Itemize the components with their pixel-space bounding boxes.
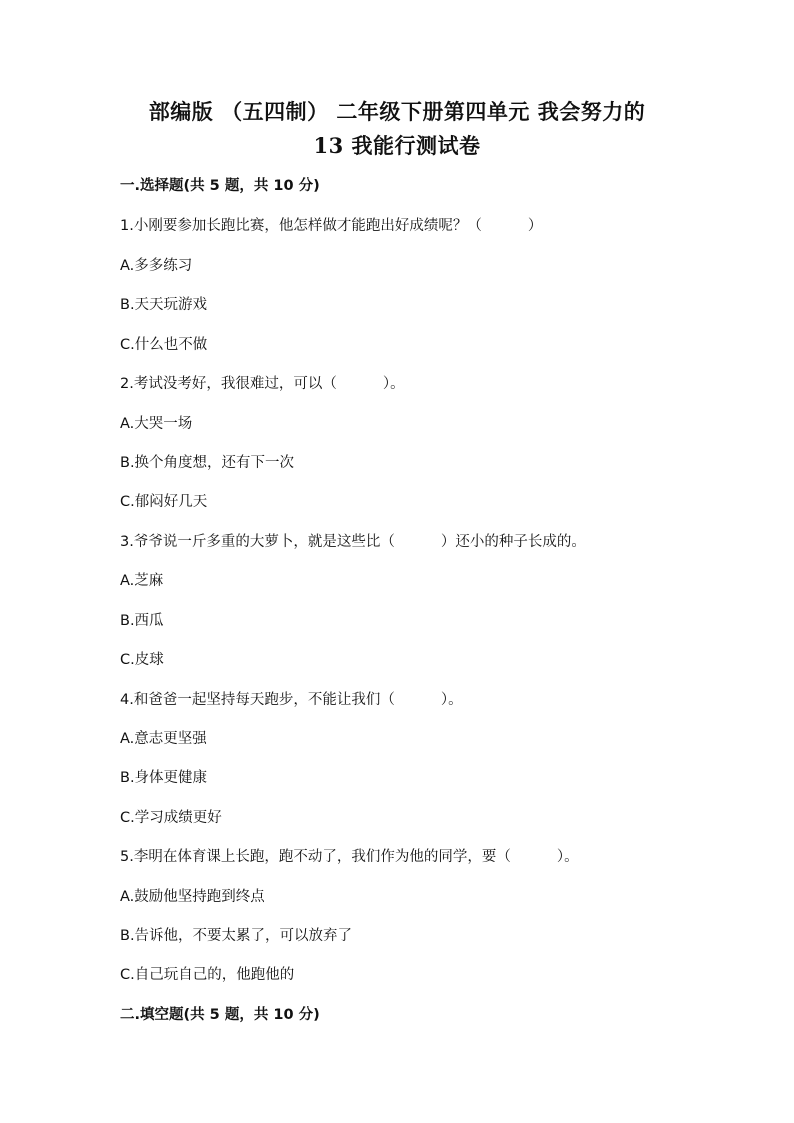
option-a: A.意志更坚强 [120, 731, 207, 747]
option-b: B.天天玩游戏 [120, 297, 208, 313]
option-c: C.皮球 [120, 652, 164, 668]
exam-title-line2: 13 我能行测试卷 [313, 133, 481, 158]
option-b: B.换个角度想，还有下一次 [120, 455, 295, 471]
option-c: C.自己玩自己的，他跑他的 [120, 967, 295, 983]
option-a: A.多多练习 [120, 258, 193, 274]
question-stem: 5.李明在体育课上长跑，跑不动了，我们作为他的同学，要（ ）。 [120, 849, 579, 865]
question-stem: 1.小刚要参加长跑比赛，他怎样做才能跑出好成绩呢？（ ） [120, 218, 543, 234]
option-b: B.告诉他，不要太累了，可以放弃了 [120, 928, 353, 944]
question-stem: 2.考试没考好，我很难过，可以（ ）。 [120, 376, 405, 392]
option-a: A.鼓励他坚持跑到终点 [120, 889, 265, 905]
option-a: A.大哭一场 [120, 416, 193, 432]
option-b: B.西瓜 [120, 613, 164, 629]
option-c: C.郁闷好几天 [120, 494, 208, 510]
option-c: C.什么也不做 [120, 337, 208, 353]
section-heading-choice: 一.选择题(共 5 题，共 10 分) [120, 178, 320, 194]
option-b: B.身体更健康 [120, 770, 208, 786]
exam-title-line1: 部编版 （五四制） 二年级下册第四单元 我会努力的 [148, 99, 646, 124]
section-heading-fill-blank: 二.填空题(共 5 题，共 10 分) [120, 1007, 320, 1023]
option-a: A.芝麻 [120, 573, 164, 589]
question-stem: 4.和爸爸一起坚持每天跑步，不能让我们（ ）。 [120, 692, 463, 708]
option-c: C.学习成绩更好 [120, 810, 222, 826]
question-stem: 3.爷爷说一斤多重的大萝卜，就是这些比（ ）还小的种子长成的。 [120, 534, 586, 550]
